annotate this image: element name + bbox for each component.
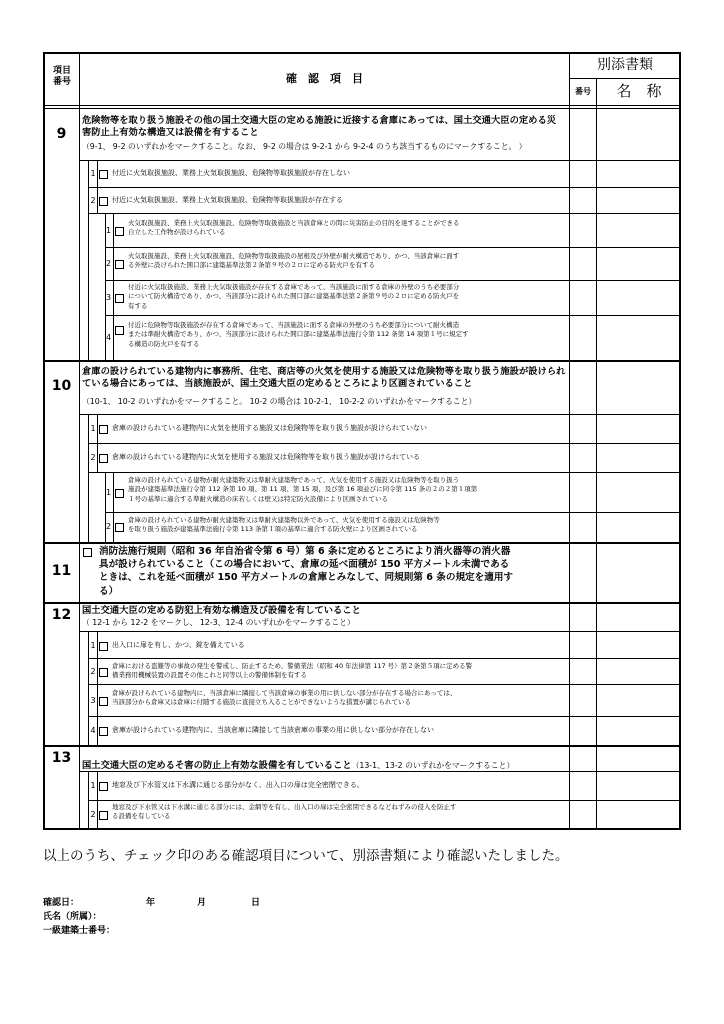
header-name: 名 称 — [616, 82, 662, 100]
item-13-2: 地窓及び下水管又は下水溝に通じる部分には、金網等を有し、出入口の扉は完全密閉できるなどねずみの侵入を防止す る設備を有している — [112, 803, 457, 821]
item-9-2-2: 火気取扱施設、業務上火気取扱施設、危険物等取扱施設の屋根及び外壁が耐火構造であり、かつ、当該倉庫に面す る外壁に設けられた開口部に建築基準法第２条第９号の２ロに定める防火戸を有する — [128, 252, 460, 270]
digit: 2 — [105, 259, 112, 268]
header-confirmation-item: 確 認 項 目 — [286, 72, 363, 85]
digit: 4 — [90, 726, 96, 735]
digit: 2 — [90, 453, 96, 462]
checkbox-10-2[interactable] — [99, 454, 108, 463]
checkbox-12-4[interactable] — [99, 727, 108, 736]
header-number: 番号 — [575, 87, 591, 96]
checkbox-11[interactable] — [83, 548, 92, 557]
year-label: 年 — [146, 898, 156, 908]
digit: 3 — [90, 696, 96, 705]
header-item-number: 項目 番号 — [52, 66, 71, 88]
checkbox-12-2[interactable] — [99, 668, 108, 677]
section-13-note: （13-1、13-2 のいずれかをマークすること） — [351, 761, 515, 770]
section-12-title: 国土交通大臣の定める防犯上有効な構造及び設備を有していること — [82, 605, 361, 616]
section-13-title-row — [82, 753, 514, 773]
checkbox-13-1[interactable] — [99, 782, 108, 791]
section-11-number: 11 — [51, 563, 72, 579]
architect-number-label: 一級建築士番号： — [43, 926, 116, 936]
section-13-title: 国土交通大臣の定めるそ害の防止上有効な設備を有していること — [82, 760, 352, 771]
section-12-number: 12 — [51, 607, 72, 623]
section-9-number: 9 — [56, 126, 67, 142]
checkbox-9-2[interactable] — [99, 197, 108, 206]
section-9-note: （9-1、 9-2 のいずれかをマークすること。なお、 9-2 の場合は 9-2-1 から 9-2-4 のうち該当するものにマークすること。 ） — [82, 142, 527, 151]
section-10-note: （10-1、 10-2 のいずれかをマークすること。 10-2 の場合は 10-2-1、 10-2-2 のいずれかをマークすること） — [82, 397, 477, 406]
section-12-note: （ 12-1 から 12-2 をマークし、 12-3、12-4 のいずれかをマークすること） — [82, 618, 355, 627]
item-10-2: 倉庫の設けられている建物内に火気を使用する施設又は危険物等を取り扱う施設が設けられている — [112, 453, 420, 461]
digit: 4 — [105, 333, 112, 342]
checkbox-12-1[interactable] — [99, 642, 108, 651]
digit: 3 — [105, 293, 112, 302]
digit: 2 — [90, 667, 96, 676]
digit: 1 — [90, 424, 96, 433]
digit: 2 — [90, 196, 96, 205]
item-9-2: 付近に火気取扱施設、業務上火気取扱施設、危険物等取扱施設が存在する — [112, 196, 343, 204]
section-11-text: 消防法施行規則（昭和 36 年自治省令第 6 号）第 6 条に定めるところにより消火器等の消火器 具が設けられていること（この場合において、倉庫の延べ面積が 150 平方メートル未満である ときは、これを延べ面積が 150 平方メートルの倉庫とみなして、同規則第 6 条の規定を適用す る） — [99, 546, 514, 597]
item-12-2: 倉庫における盗難等の事故の発生を警戒し、防止するため、警備業法（昭和 40 年法律第 117 号）第２条第５項に定める警 備業務用機械装置の設置その他これと同等以上の警備体制を有する — [112, 662, 473, 680]
digit: 1 — [90, 641, 96, 650]
item-9-2-1: 火気取扱施設、業務上火気取扱施設、危険物等取扱施設と当該倉庫との間に災害防止の目的を達することができる 自立した工作物が設けられている — [128, 219, 460, 237]
section-10-number: 10 — [51, 378, 72, 394]
item-13-1: 地窓及び下水管又は下水溝に通じる部分がなく、出入口の扉は完全密閉できる。 — [112, 781, 364, 789]
month-label: 月 — [197, 898, 207, 908]
digit: 2 — [90, 810, 96, 819]
section-9-title: 危険物等を取り扱う施設その他の国土交通大臣の定める施設に近接する倉庫にあっては、国土交通大臣の定める災 害防止上有効な構造又は設備を有すること — [82, 115, 557, 138]
item-9-2-4: 付近に危険物等取扱施設が存在する倉庫であって、当該施設に面する倉庫の外壁のうち必要部分について耐火構造 または準耐火構造であり、かつ、当該部分に設けられた開口部に建築基準法施行令第 112 条第 14 項第１号に規定す る構造の防火戸を有する — [128, 321, 469, 348]
section-13-number: 13 — [51, 750, 72, 766]
item-12-3: 倉庫が設けられている建物内に、当該倉庫に隣接して当該倉庫の事業の用に供しない部分が存在する場合にあっては、 当該部分から倉庫又は倉庫に付随する施設に直接立ち入ることができないような措置が講じられている — [112, 689, 457, 707]
header-attachment-docs: 別添書類 — [597, 57, 653, 73]
item-12-4: 倉庫が設けられている建物内に、当該倉庫に隣接して当該倉庫の事業の用に供しない部分が存在しない — [112, 726, 434, 734]
checkbox-10-2-2[interactable] — [115, 523, 124, 532]
section-10-title: 倉庫の設けられている建物内に事務所、住宅、商店等の火気を使用する施設又は危険物等を取り扱う施設が設けられ ている場合にあっては、当該施設が、国土交通大臣の定めるところにより区画されていること — [82, 366, 566, 389]
checkbox-9-2-1[interactable] — [115, 227, 124, 236]
checkbox-10-1[interactable] — [99, 425, 108, 434]
item-12-1: 出入口に扉を有し、かつ、錠を備えている — [112, 641, 245, 649]
checkbox-12-3[interactable] — [99, 697, 108, 706]
item-9-2-3: 付近に火気取扱施設、業務上火気取扱施設が存在する倉庫であって、当該施設に面する倉庫の外壁のうち必要部分 について防火構造であり、かつ、当該部分に設けられた開口部に建築基準法第２条第９号の２ロに定める防火戸を 有する — [128, 283, 460, 310]
name-affiliation-label: 氏名（所属）： — [43, 912, 102, 922]
item-10-2-2: 倉庫の設けられている建物が耐火建築物又は準耐火建築物以外であって、火気を使用する施設又は危険物等 を取り扱う施設が建築基準法施行令第 113 条第１項の基準に適合する防火壁により区画されている — [128, 516, 440, 534]
item-10-1: 倉庫の設けられている建物内に火気を使用する施設又は危険物等を取り扱う施設が設けられていない — [112, 424, 427, 432]
checkbox-13-2[interactable] — [99, 811, 108, 820]
digit: 2 — [105, 522, 112, 531]
digit: 1 — [90, 781, 96, 790]
checkbox-9-2-4[interactable] — [115, 326, 124, 335]
checkbox-10-2-1[interactable] — [115, 489, 124, 498]
item-10-2-1: 倉庫の設けられている建物が耐火建築物又は準耐火建築物であって、火気を使用する施設又は危険物等を取り扱う 施設が建築基準法施行令第 112 条第 10 項、第 11 項、第 15 項、及び第 16 項並びに同令第 115 条の２の２第１項第 １号の基準に適合する準耐火構造の床若しくは壁又は特定防火設備により区画されている — [128, 476, 478, 503]
checkbox-9-2-2[interactable] — [115, 260, 124, 269]
checkbox-9-2-3[interactable] — [115, 294, 124, 303]
digit: 1 — [105, 488, 112, 497]
day-label: 日 — [251, 898, 261, 908]
digit: 1 — [90, 169, 96, 178]
confirmation-statement: 以上のうち、チェック印のある確認項目について、別添書類により確認いたしました。 — [43, 848, 569, 864]
date-label: 確認日： — [43, 898, 80, 908]
checkbox-9-1[interactable] — [99, 170, 108, 179]
digit: 1 — [105, 226, 112, 235]
item-9-1: 付近に火気取扱施設、業務上火気取扱施設、危険物等取扱施設が存在しない — [112, 169, 350, 177]
